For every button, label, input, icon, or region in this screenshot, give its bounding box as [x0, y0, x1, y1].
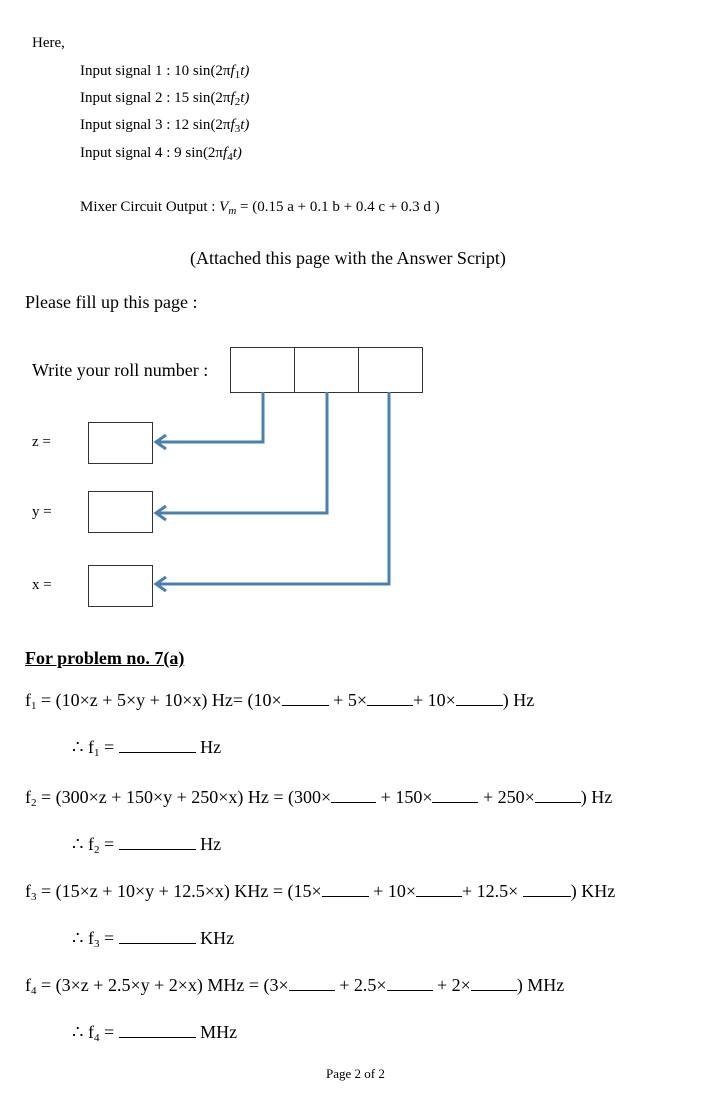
f4-equation: $f_4 = (3\times z + 2.5\times y + 2\times x)$ MHz = (3× + 2.5× + 2× ) MHz	[25, 975, 565, 997]
input-signal-3: Input signal 3 : 12 $\sin(2\pi f_3t)$	[80, 117, 250, 135]
f3-blank-y[interactable]	[416, 895, 462, 897]
f2-result-blank[interactable]	[119, 848, 196, 850]
f1-equation: $f_1 = (10\times z + 5\times y + 10\times x)$ Hz= (10× + 5× + 10× ) Hz	[25, 690, 535, 712]
f3-blank-x[interactable]	[523, 895, 571, 897]
problem-heading: For problem no. 7(a)	[25, 648, 185, 668]
f4-result: ∴ $f_4$ = MHz	[72, 1022, 238, 1044]
f2-result: ∴ $f_2 = Hz$	[72, 834, 222, 856]
f4-blank-x[interactable]	[471, 989, 517, 991]
f3-equation: $f_3 = (15\times z + 10\times y + 12.5\times x)$ KHz = (15× + 10× + 12.5× ) KHz	[25, 881, 616, 903]
z-label: z =	[32, 434, 51, 450]
x-label: x =	[32, 577, 52, 593]
f2-equation: $f_2 = (300\times z + 150\times y + 250\times x) Hz = (300\times + 150\times + 250\times$ ) Hz	[25, 787, 613, 809]
y-arrow	[158, 392, 327, 513]
fill-prompt: Please fill up this page :	[25, 292, 198, 312]
roll-number-label: Write your roll number :	[32, 360, 209, 380]
f4-blank-z[interactable]	[289, 989, 335, 991]
x-arrow	[158, 392, 389, 584]
f2-blank-x[interactable]	[535, 801, 581, 803]
f4-result-blank[interactable]	[119, 1036, 196, 1038]
f1-blank-z[interactable]	[282, 704, 329, 706]
z-arrow	[158, 392, 263, 442]
attached-note: (Attached this page with the Answer Script)	[190, 248, 506, 268]
input-signal-2: Input signal 2 : 15 $\sin(2\pi f_2t)$	[80, 90, 250, 108]
f1-blank-x[interactable]	[456, 704, 503, 706]
mixer-output: Mixer Circuit Output : $V_m = (0.15$ a + 0.1 b + 0.4 c + 0.3 d )	[80, 199, 440, 217]
f4-blank-y[interactable]	[387, 989, 433, 991]
f3-result: ∴ $f_3$ = KHz	[72, 928, 235, 950]
page-number: Page 2 of 2	[326, 1066, 385, 1081]
y-label: y =	[32, 504, 52, 520]
f1-result-blank[interactable]	[119, 751, 196, 753]
input-signal-1: Input signal 1 : 10 $\sin(2\pi f_1t)$	[80, 63, 250, 81]
f2-blank-z[interactable]	[331, 801, 376, 803]
f3-blank-z[interactable]	[322, 895, 369, 897]
f1-result: ∴ $f_1 = Hz$	[72, 737, 222, 759]
f1-blank-y[interactable]	[367, 704, 413, 706]
f2-blank-y[interactable]	[432, 801, 478, 803]
intro-text: Here,	[32, 35, 65, 51]
f3-result-blank[interactable]	[119, 942, 196, 944]
input-signal-4: Input signal 4 : 9 $\sin(2\pi f_4t)$	[80, 145, 242, 163]
